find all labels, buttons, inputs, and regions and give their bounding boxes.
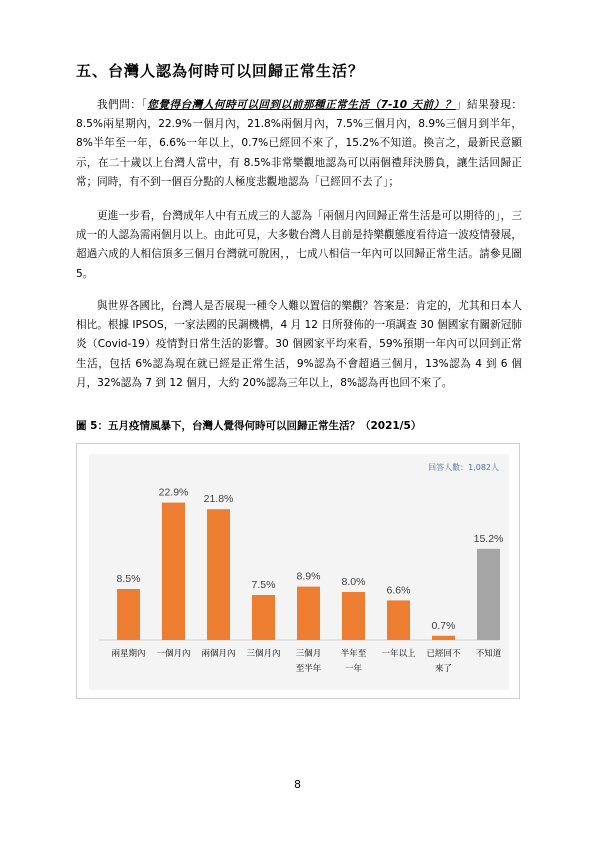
data-label: 8.9%: [296, 570, 321, 583]
category-label: 來了: [434, 664, 453, 674]
data-label: 6.6%: [386, 584, 411, 597]
bar: [342, 592, 365, 640]
bar: [162, 503, 185, 640]
paragraph-survey-question: [76, 96, 522, 192]
category-label: 兩個月內: [201, 649, 236, 659]
category-label: 三個月: [295, 649, 322, 659]
category-label: 半年至: [340, 649, 367, 659]
bar: [252, 595, 275, 640]
data-label: 8.5%: [116, 573, 141, 585]
paragraph-text: 我們問：「: [97, 99, 148, 111]
survey-question: 您覺得台灣人何時可以回到以前那種正常生活（7-10 天前）？: [147, 99, 456, 111]
chart-frame: [76, 443, 520, 699]
page-number: 8: [294, 778, 301, 791]
bar: [477, 549, 500, 640]
data-label: 0.7%: [431, 619, 456, 632]
bar: [117, 589, 140, 640]
bar: [207, 509, 230, 640]
chart-area: [89, 454, 509, 690]
category-label: 至半年: [295, 664, 322, 674]
data-label: 7.5%: [251, 579, 276, 591]
bar: [432, 636, 455, 640]
category-label: 不知道: [475, 649, 502, 659]
paragraph-text: 」結果發現：8.5%兩星期內，22.9%一個月內，21.8%兩個月內，7.5%三個月內，8.9%三個月到半年，8%半年至一年，6.6%一年以上，0.7%已經回不來了，15.2%不知道。換言之，最新民意顯示，在二十歲以上台灣人當中，有 8.5%非常樂觀地認為可以兩個禮拜決勝負，讓生活回歸正常；同時，有不到一個百分點的人極度悲觀地認為「已經回不去了」；: [76, 99, 523, 188]
category-label: 兩星期內: [111, 649, 146, 659]
respondents-count: 回答人數：1,082人: [428, 463, 499, 472]
category-label: 三個月內: [246, 649, 281, 659]
bar: [387, 600, 410, 640]
category-label: 一年以上: [381, 649, 416, 659]
paragraph-international-comparison: 與世界各國比，台灣人是否展現一種令人難以置信的樂觀？答案是：肯定的，尤其和日本人相比。根據 IPSOS，一家法國的民調機構，4 月 12 日所發佈的一項調查 30 個國家有關新冠肺炎（Covid-19）疫情對日常生活的影響。30 個國家平均來看，59%預期一年內可以回到正常生活，包括 6%認為現在就已經是正常生活，9%認為不會超過三個月，13%認為 4 到 6 個月，32%認為 7 到 12 個月，大約 20%認為三年以上，8%認為再也回不來了。: [76, 300, 522, 389]
data-label: 8.0%: [341, 576, 366, 588]
section-heading: 五、台灣人認為何時可以回歸正常生活？: [76, 62, 365, 80]
data-label: 21.8%: [203, 493, 234, 506]
bar: [297, 587, 320, 640]
category-label: 一個月內: [156, 649, 191, 659]
data-label: 22.9%: [158, 486, 189, 499]
data-label: 15.2%: [473, 532, 504, 545]
bar-chart: [89, 454, 509, 690]
category-label: 一年: [344, 664, 363, 674]
paragraph-analysis: 更進一步看，台灣成年人中有五成三的人認為「兩個月內回歸正常生活是可以期待的」，三成一的人認為需兩個月以上。由此可見，大多數台灣人目前是持樂觀態度看待這一波疫情發展，超過六成的人相信頂多三個月台灣就可脫困，，七成八相信一年內可以回歸正常生活。請參見圖 5。: [76, 210, 522, 280]
category-label: 已經回不: [426, 649, 461, 659]
figure-title: 圖 5：五月疫情風暴下，台灣人覺得何時可以回歸正常生活？（2021/5）: [76, 420, 422, 432]
